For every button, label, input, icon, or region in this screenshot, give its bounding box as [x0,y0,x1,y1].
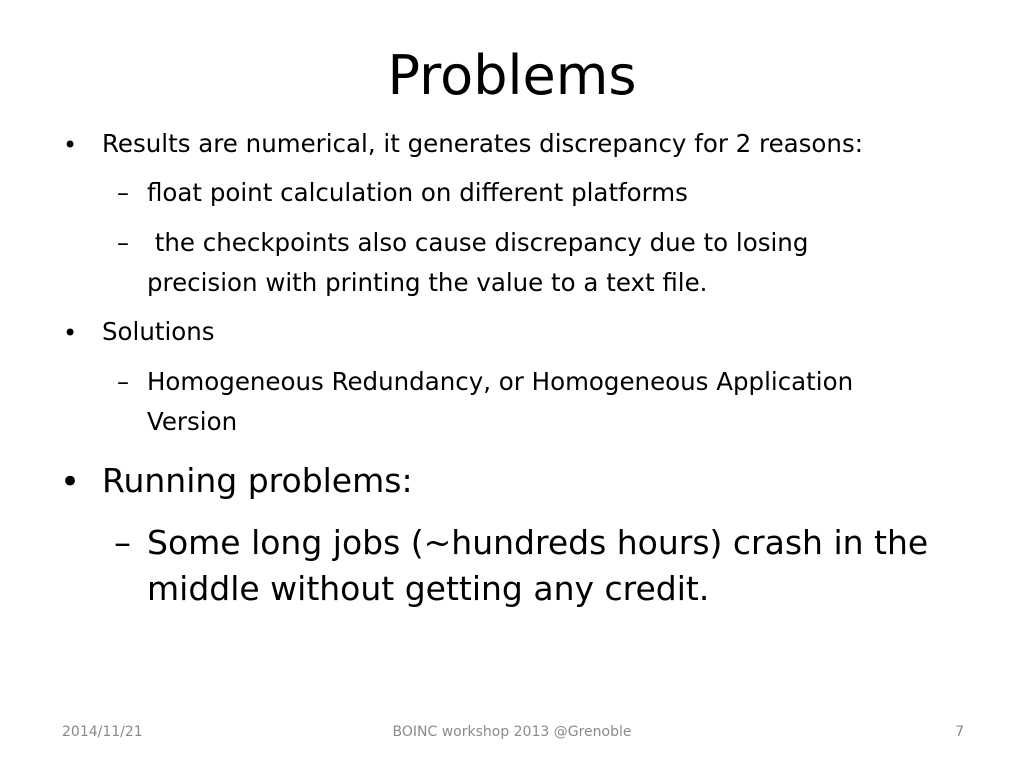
bullet-marker: • [63,131,78,159]
sub-bullet-line: the checkpoints also cause discrepancy due to losing [147,228,809,257]
sub-bullet-line: Homogeneous Redundancy, or Homogeneous Application [147,367,854,396]
bullet-text: Running problems: [102,461,413,500]
dash-marker: – [114,523,131,563]
sub-bullet-text [147,362,853,442]
sub-bullet-line: precision with printing the value to a text file. [147,268,708,297]
bullet-text: Results are numerical, it generates discrepancy for 2 reasons: [102,129,863,158]
footer-event: BOINC workshop 2013 @Grenoble [392,724,632,740]
page-number: 7 [955,724,964,740]
sub-bullet-line: middle without getting any credit. [147,569,710,608]
sub-bullet-text [147,520,928,612]
sub-bullet-text: float point calculation on different platforms [147,178,688,207]
bullet-marker: • [63,319,78,347]
sub-bullet-text [147,223,808,303]
slide-title: Problems [387,44,637,107]
dash-marker: – [117,229,129,257]
footer-date: 2014/11/21 [62,724,143,740]
bullet-marker: • [60,462,81,502]
dash-marker: – [117,368,129,396]
sub-bullet-line: Some long jobs (~hundreds hours) crash in the [147,523,929,562]
bullet-text: Solutions [102,317,215,346]
sub-bullet-line: Version [147,407,238,436]
dash-marker: – [117,179,129,207]
